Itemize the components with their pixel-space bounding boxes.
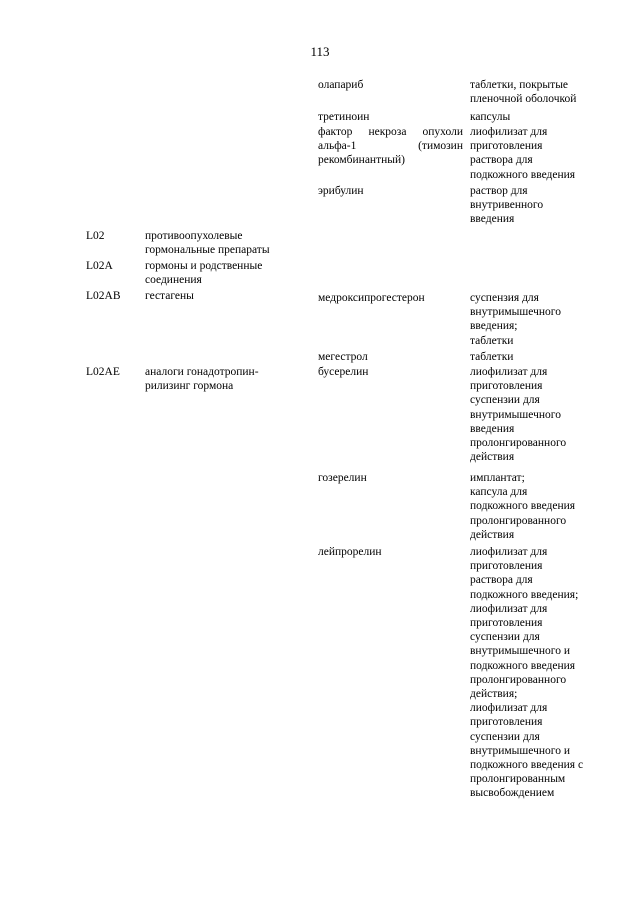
dosage-form: лиофилизат для приготовления раствора для подкожного введения; лиофилизат для приготовления суспензии для внутримышечного и подкожного введения пролонгированного действия; лиофилизат для приготовления суспензии для внутримышечного и подкожного введения с пролонгированным высвобождением — [470, 546, 584, 800]
atc-code: L02AB — [86, 290, 121, 302]
atc-category: гестагены — [145, 290, 194, 302]
page-number: 113 — [310, 44, 330, 59]
atc-code: L02 — [86, 230, 105, 242]
dosage-form: раствор для внутривенного введения — [470, 185, 544, 226]
atc-code: L02A — [86, 260, 113, 272]
dosage-form: таблетки, покрытые пленочной оболочкой — [470, 79, 577, 106]
dosage-form: суспензия для внутримышечного введения; таблетки — [470, 292, 561, 347]
atc-category: аналоги гонадотропин- рилизинг гормона — [145, 366, 259, 393]
drug-name: бусерелин — [318, 366, 369, 378]
drug-name: фактор некроза опухоли альфа-1 (тимозин рекомбинантный) — [318, 126, 463, 167]
dosage-form: таблетки — [470, 351, 514, 363]
drug-name: третиноин — [318, 111, 370, 123]
atc-code: L02AE — [86, 366, 120, 378]
atc-category: противоопухолевые гормональные препараты — [145, 230, 270, 257]
drug-name: лейпрорелин — [318, 546, 382, 558]
drug-name: медроксипрогестерон — [318, 292, 425, 304]
drug-name: эрибулин — [318, 185, 364, 197]
dosage-form: лиофилизат для приготовления суспензии для внутримышечного введения пролонгированного действия — [470, 366, 567, 464]
drug-name: гозерелин — [318, 472, 367, 484]
dosage-form: капсулы — [470, 111, 511, 123]
dosage-form: лиофилизат для приготовления раствора для подкожного введения — [470, 126, 576, 181]
drug-name: олапариб — [318, 79, 364, 91]
drug-name: мегестрол — [318, 351, 368, 363]
atc-category: гормоны и родственные соединения — [145, 260, 263, 287]
dosage-form: имплантат; капсула для подкожного введения пролонгированного действия — [470, 472, 576, 541]
